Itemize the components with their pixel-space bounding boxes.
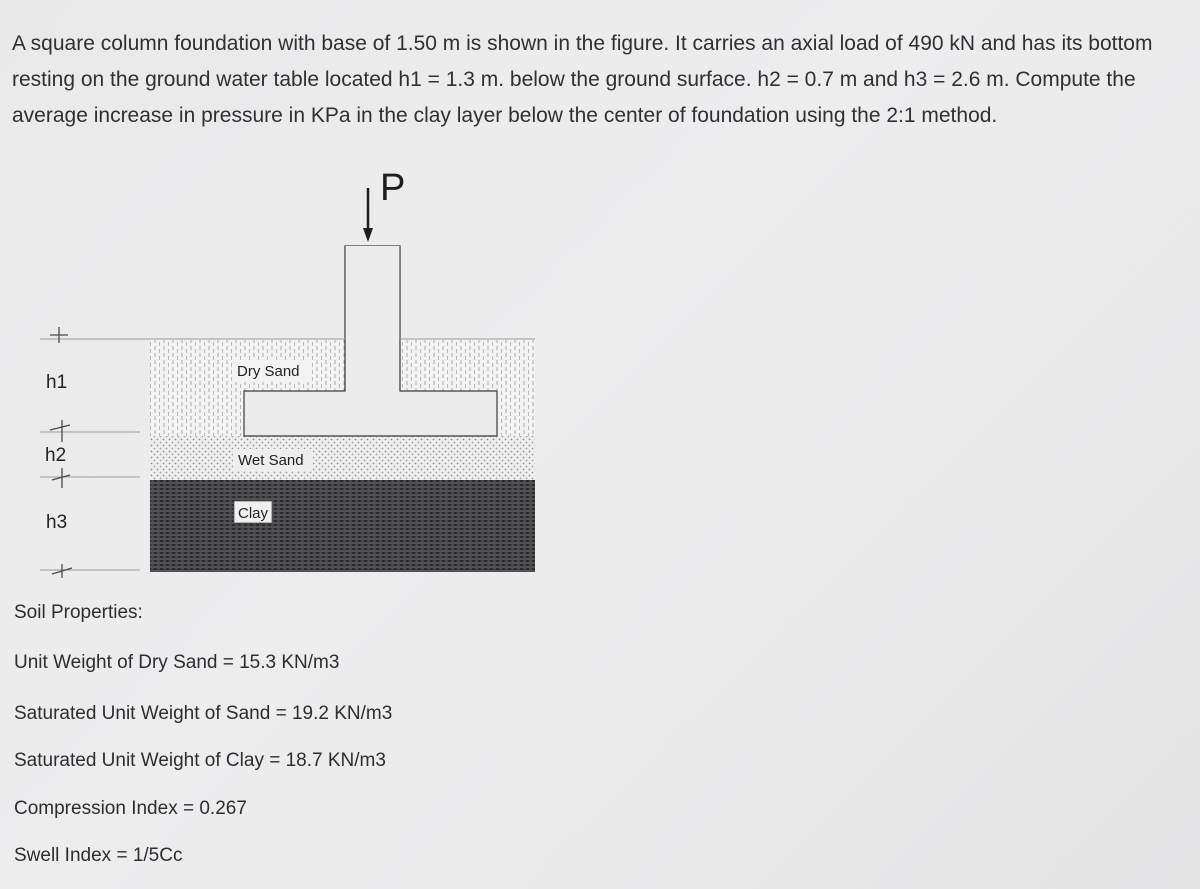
clay-label: Clay	[238, 505, 269, 522]
dim-h2-label: h2	[45, 445, 67, 466]
swell-index: Swell Index = 1/5Cc	[14, 845, 183, 866]
dry-sand-label: Dry Sand	[237, 363, 300, 380]
load-label: P	[380, 167, 406, 209]
dim-h3-label: h3	[46, 512, 68, 533]
problem-line-3: average increase in pressure in KPa in the clay layer below the center of foundation using the 2:1 method.	[12, 104, 998, 127]
wet-sand-label: Wet Sand	[238, 452, 304, 469]
dim-h1-label: h1	[46, 372, 68, 393]
compression-index: Compression Index = 0.267	[14, 798, 247, 819]
sat-sand-unit-weight: Saturated Unit Weight of Sand = 19.2 KN/m3	[14, 703, 393, 724]
problem-statement	[12, 26, 1200, 134]
dry-sand-unit-weight: Unit Weight of Dry Sand = 15.3 KN/m3	[14, 652, 340, 673]
load-arrow	[363, 188, 373, 242]
soil-properties-heading: Soil Properties:	[14, 602, 143, 623]
problem-line-2: resting on the ground water table located h1 = 1.3 m. below the ground surface. h2 = 0.7 m and h3 = 2.6 m. Compute the	[12, 68, 1136, 91]
wet-sand-layer	[150, 436, 535, 480]
problem-line-1: A square column foundation with base of 1.50 m is shown in the figure. It carries an axial load of 490 kN and has its bottom	[12, 32, 1153, 55]
foundation-figure	[0, 150, 560, 590]
sat-clay-unit-weight: Saturated Unit Weight of Clay = 18.7 KN/m3	[14, 750, 386, 771]
clay-layer	[150, 480, 535, 572]
